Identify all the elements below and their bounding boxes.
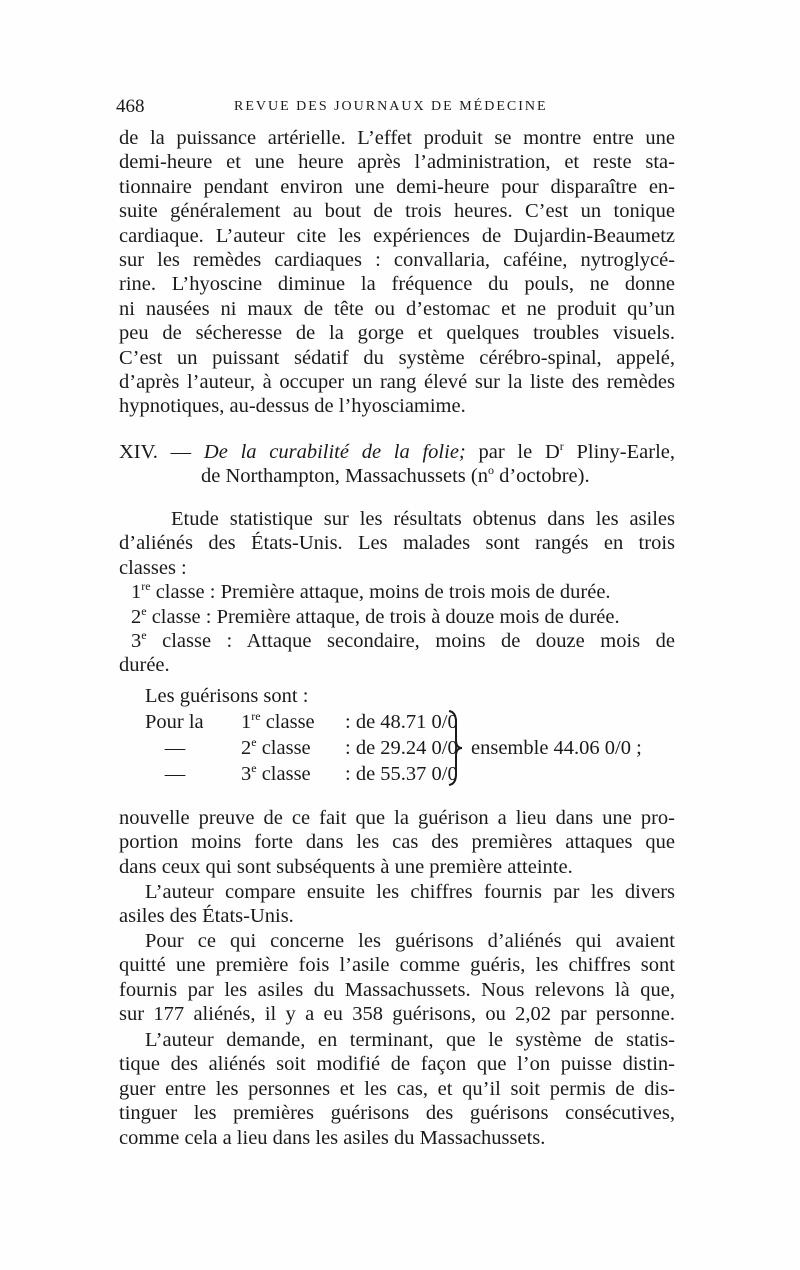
result-prefix: — [164, 763, 186, 785]
paragraph-massachussets [119, 929, 675, 1027]
result-class-number: 3 [241, 763, 252, 785]
class-line-1 [119, 580, 675, 604]
text-line: sur les remèdes cardiaques : convallaria, caféine, nytroglycé- [119, 249, 675, 272]
text-line: dans ceux qui sont subséquents à une première atteinte. [119, 855, 573, 878]
text-line: demi-heure et une heure après l’administration, et reste sta- [119, 151, 675, 174]
text-line: L’auteur demande, en terminant, que le système de statis- [145, 1029, 675, 1051]
text-line: Etude statistique sur les résultats obtenus dans les asiles [171, 508, 675, 530]
paragraph-conclusion [119, 1028, 675, 1150]
section-heading-line1 [119, 440, 675, 464]
result-prefix: — [164, 737, 186, 759]
result-value: : de 29.24 0/0 [345, 737, 458, 759]
result-class-label: classe [261, 763, 311, 785]
results-title: Les guérisons sont : [145, 685, 309, 707]
result-prefix: Pour la [145, 711, 204, 733]
curly-brace [447, 710, 463, 786]
text-line: sur 177 aliénés, il y a eu 358 guérisons, ou 2,02 par personne. [119, 1003, 675, 1026]
page-number: 468 [116, 96, 145, 117]
section-heading-line2 [119, 464, 675, 488]
section-author: Pliny-Earle, [576, 441, 676, 463]
text-line: asiles des États-Unis. [119, 905, 294, 928]
class-line-2 [119, 605, 675, 629]
text-line: d’après l’auteur, à occuper un rang élevé sur la liste des remèdes [119, 371, 675, 394]
section-heading [119, 440, 675, 489]
result-class [241, 736, 343, 760]
result-class-number: 2 [241, 737, 252, 759]
paragraph-cardiac [119, 126, 675, 419]
text-line: hypnotiques, au-dessus de l’hyosciamime. [119, 395, 466, 418]
text-line: classes : [119, 556, 187, 579]
section-dash: — [170, 441, 192, 463]
text-line: comme cela a lieu dans les asiles du Massachussets. [119, 1126, 546, 1149]
result-class [241, 762, 343, 786]
result-class-label: classe [265, 711, 315, 733]
text-line: cardiaque. L’auteur cite les expériences de Dujardin-Beaumetz [119, 224, 675, 247]
paragraph-statistics [119, 507, 675, 678]
section-by-sup: r [559, 439, 564, 454]
text-line: tinguer les premières guérisons des guérisons consécutives, [119, 1102, 675, 1125]
result-class-sup: e [251, 761, 257, 776]
class-number: 3 [131, 630, 142, 653]
text-line: Pour ce qui concerne les guérisons d’aliénés qui avaient [145, 930, 675, 952]
section-title: De la curabilité de la folie; [203, 441, 466, 463]
result-class-sup: e [251, 735, 257, 750]
class-text: classe : Première attaque, de trois à douze mois de durée. [151, 605, 620, 628]
text-line: quitté une première fois l’asile comme guéris, les chiffres sont [119, 954, 675, 977]
text-line: suite généralement au bout de trois heures. C’est un tonique [119, 200, 675, 223]
result-value: : de 55.37 0/0 [345, 763, 458, 785]
text-line: nouvelle preuve de ce fait que la guérison a lieu dans une pro- [119, 807, 675, 829]
class-text: classe : Attaque secondaire, moins de douze mois de [162, 630, 676, 653]
text-line: tionnaire pendant environ une demi-heure pour disparaître en- [119, 175, 675, 198]
text-line: de la puissance artérielle. L’effet produit se montre entre une [119, 127, 675, 149]
class-sup: e [141, 603, 147, 618]
section-numeral: XIV. [119, 441, 158, 463]
section-by: par le D [478, 441, 560, 463]
text-line: L’auteur compare ensuite les chiffres fournis par les divers [145, 881, 675, 903]
section-origin-end: d’octobre). [499, 465, 590, 488]
text-line: peu de sécheresse de la gorge et quelques troubles visuels. [119, 322, 675, 345]
text-line: guer entre les personnes et les cas, et qu’il soit permis de dis- [119, 1077, 675, 1100]
text-line: rine. L’hyoscine diminue la fréquence du pouls, ne donne [119, 273, 675, 296]
class-number: 2 [131, 605, 142, 628]
text-line: tique des aliénés soit modifié de façon que l’on puisse distin- [119, 1053, 675, 1076]
text-line: C’est un puissant sédatif du système cérébro-spinal, appelé, [119, 346, 675, 369]
class-line-3 [119, 629, 675, 653]
class-line-3-continued: durée. [119, 654, 170, 677]
paragraph-compare [119, 880, 675, 929]
results-ensemble: ensemble 44.06 0/0 ; [471, 737, 642, 759]
page-header [116, 96, 676, 120]
text-line: d’aliénés des États-Unis. Les malades sont rangés en trois [119, 532, 675, 555]
section-origin: de Northampton, Massachussets (n [201, 465, 488, 488]
result-class-label: classe [261, 737, 311, 759]
text-line: ni nausées ni maux de tête ou d’estomac et ne produit qu’un [119, 297, 675, 320]
class-sup: re [141, 579, 151, 594]
class-sup: e [141, 628, 147, 643]
class-text: classe : Première attaque, moins de trois mois de durée. [155, 581, 611, 604]
result-class [241, 710, 343, 734]
result-class-number: 1 [241, 711, 252, 733]
running-head: REVUE DES JOURNAUX DE MÉDECINE [234, 99, 548, 114]
result-value: : de 48.71 0/0 [345, 711, 458, 733]
class-number: 1 [131, 581, 142, 604]
paragraph-proof [119, 806, 675, 879]
text-line: portion moins forte dans les cas des premières attaques que [119, 831, 675, 854]
text-line: fournis par les asiles du Massachussets. Nous relevons là que, [119, 978, 675, 1001]
section-origin-sup: o [487, 463, 494, 478]
result-class-sup: re [251, 709, 261, 724]
